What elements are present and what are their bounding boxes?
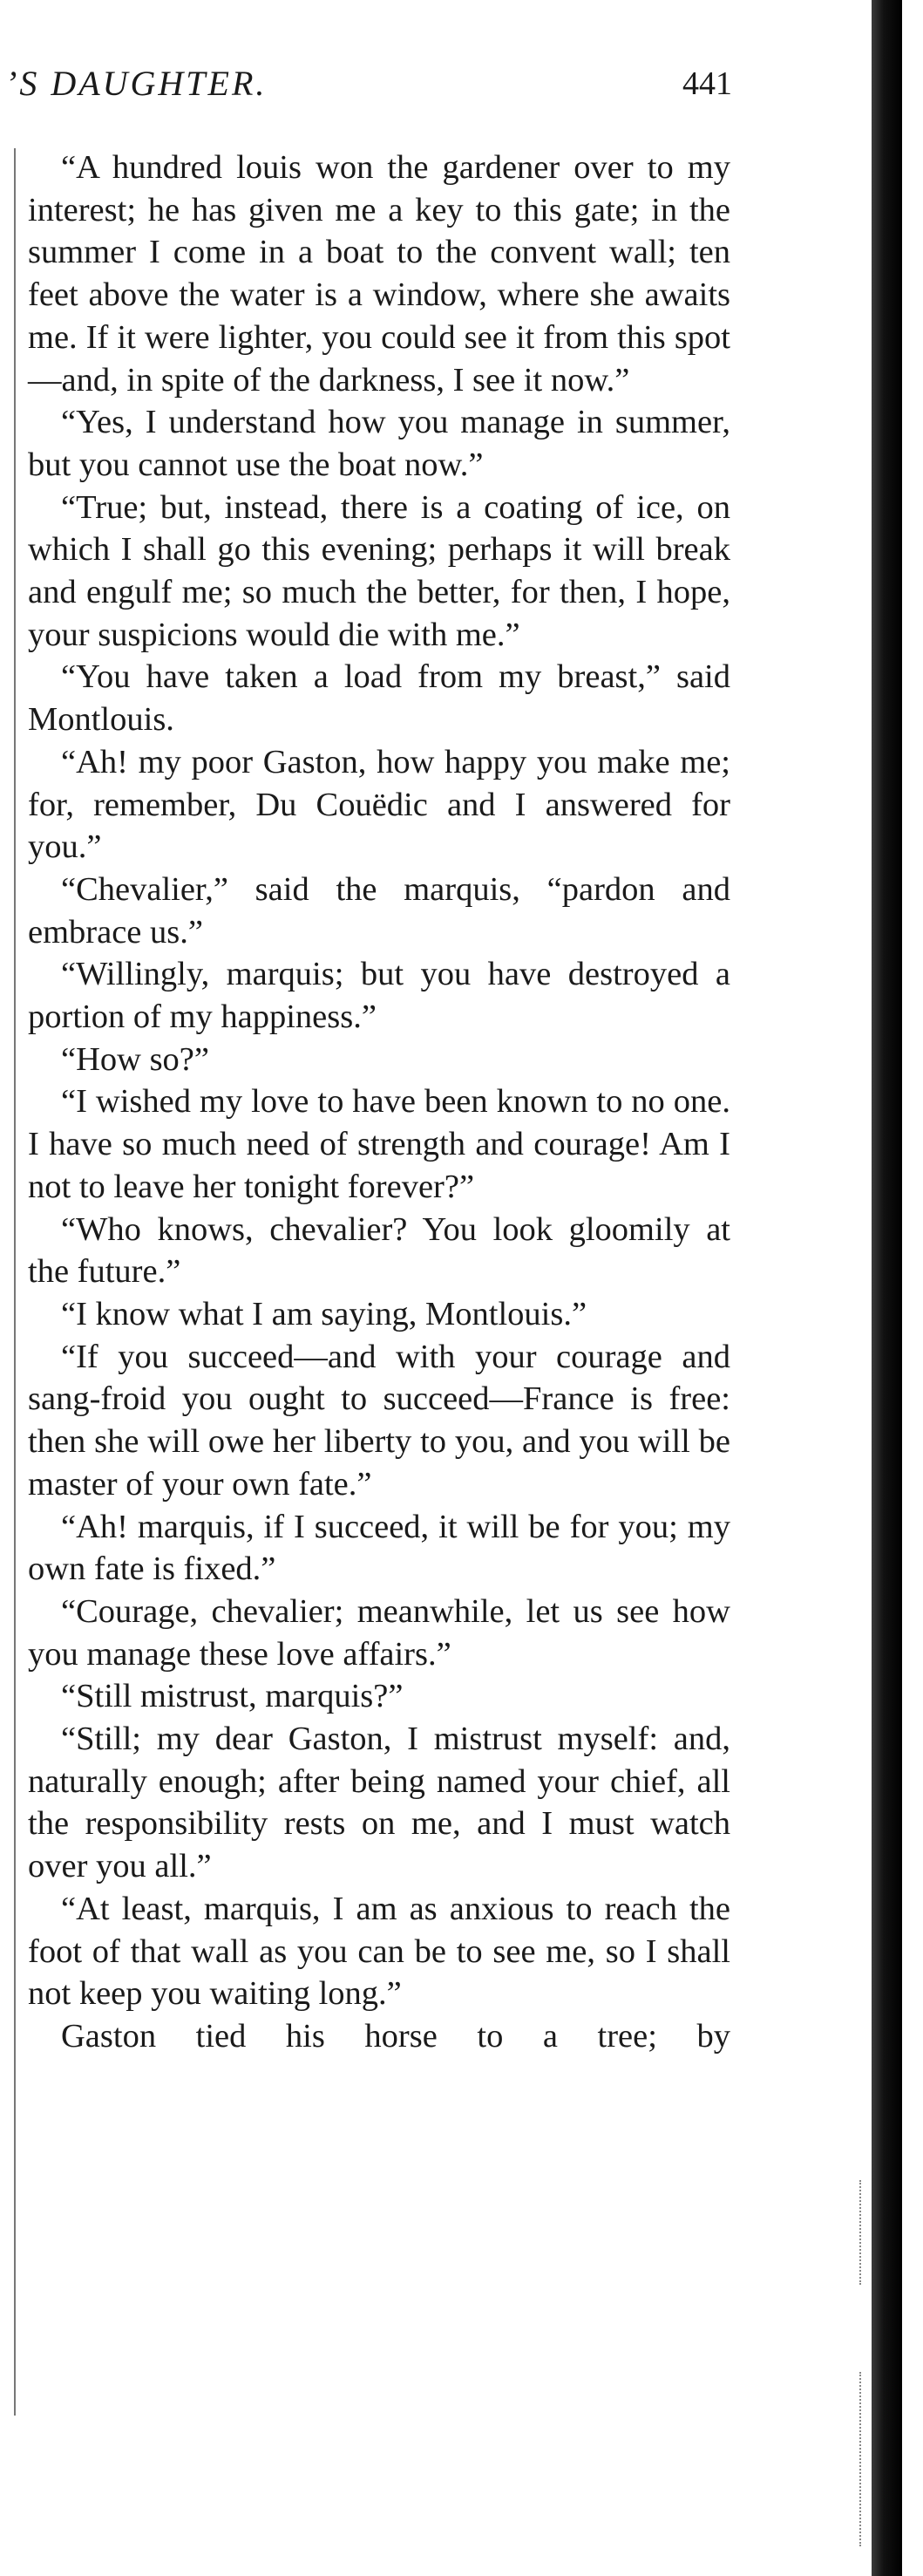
margin-rule [14, 148, 16, 2416]
paragraph: “True; but, instead, there is a coating of ice, on which I shall go this evening; perhaps it will break and engulf me; so much the better, for then, I hope, your suspicions would die with me.” [28, 488, 730, 653]
paragraph: “Chevalier,” said the marquis, “pardon and embrace us.” [28, 870, 730, 951]
paragraph: “If you succeed—and with your courage and sang-froid you ought to succeed—France is free: then she will owe her liberty to you, and you will be master of your own fate.” [28, 1338, 730, 1503]
running-head [0, 58, 732, 110]
paragraph: “Courage, chevalier; meanwhile, let us see how you manage these love affairs.” [28, 1592, 730, 1673]
paragraph: “How so?” [61, 1040, 209, 1078]
binding-speck-marks [859, 2180, 868, 2285]
paragraph: Gaston tied his horse to a tree; by [61, 2017, 730, 2055]
paragraph: “Willingly, marquis; but you have destroyed a portion of my happiness.” [28, 956, 730, 1036]
paragraph: “At least, marquis, I am as anxious to reach the foot of that wall as you can be to see me, so I shall not keep you waiting long.” [28, 1890, 730, 2013]
paragraph: “You have taken a load from my breast,” said Montlouis. [28, 658, 730, 739]
book-spine-edge [872, 0, 902, 2576]
paragraph: “Yes, I understand how you manage in summer, but you cannot use the boat now.” [28, 404, 730, 483]
paragraph: “Still; my dear Gaston, I mistrust myself: and, naturally enough; after being named your chief, all the responsibility rests on me, and I must watch over you all.” [28, 1721, 730, 1885]
running-title: ’S DAUGHTER. [5, 64, 268, 103]
paragraph: “Who knows, chevalier? You look gloomily at the future.” [28, 1210, 730, 1291]
paragraph: “Ah! marquis, if I succeed, it will be for you; my own fate is fixed.” [28, 1508, 730, 1588]
binding-speck-marks [859, 2372, 868, 2546]
paragraph: “Ah! my poor Gaston, how happy you make me; for, remember, Du Couëdic and I answered for you.” [28, 743, 730, 866]
body-text [28, 147, 730, 2058]
paragraph: “A hundred louis won the gardener over to my interest; he has given me a key to this gate; in the summer I come in a boat to the convent wall; ten feet above the water is a window, where she awaits me. If it were lighter, you could see it from this spot—and, in spite of the darkness, I see it now.” [28, 149, 730, 399]
page-number: 441 [682, 65, 732, 102]
paragraph: “Still mistrust, marquis?” [61, 1678, 404, 1715]
paragraph: “I wished my love to have been known to no one. I have so much need of strength and courage! Am I not to leave her tonight forever?” [28, 1083, 730, 1205]
paragraph: “I know what I am saying, Montlouis.” [61, 1295, 587, 1332]
